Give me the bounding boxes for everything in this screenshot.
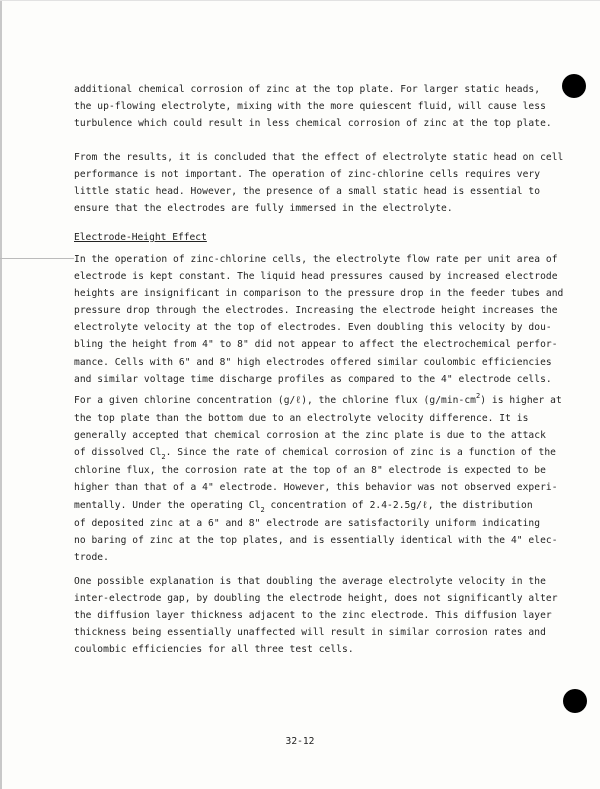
text-line: performance is not important. The operation of zinc-chlorine cells requires very (74, 169, 541, 181)
text-line: bling the height from 4" to 8" did not appear to affect the electrochemical perfor- (74, 339, 558, 351)
paragraph-chlorine-flux (74, 392, 562, 566)
paragraph-static-head-continued (74, 81, 552, 132)
page-top-edge (0, 0, 600, 1)
text-line: electrode is kept constant. The liquid head pressures caused by increased electrode (74, 271, 558, 283)
text-line: the top plate than the bottom due to an electrolyte velocity difference. It is (74, 413, 529, 425)
text-line (74, 392, 562, 410)
text-line: One possible explanation is that doubling the average electrolyte velocity in the (74, 576, 546, 587)
subscript: 2 (260, 505, 265, 514)
text-line: heights are insignificant in comparison to the pressure drop in the feeder tubes and (74, 288, 564, 300)
page-left-edge (0, 0, 2, 789)
binder-hole-top (562, 74, 586, 98)
binder-hole-bottom (563, 689, 587, 713)
text-fragment: . Since the rate of chemical corrosion of zinc is a function of the (165, 447, 556, 459)
subscript: 2 (161, 453, 166, 462)
text-line: little static head. However, the presence of a small static head is essential to (74, 186, 541, 198)
text-line: turbulence which could result in less chemical corrosion of zinc at the top plate. (74, 118, 552, 130)
text-line: and similar voltage time discharge profiles as compared to the 4" electrode cells. (74, 373, 552, 385)
paragraph-explanation (74, 573, 558, 658)
section-heading: Electrode-Height Effect (74, 232, 207, 243)
text-line (74, 444, 556, 462)
text-line: higher than that of a 4" electrode. However, this behavior was not observed experi- (74, 482, 558, 494)
text-line: In the operation of zinc-chlorine cells, the electrolyte flow rate per unit area of (74, 254, 558, 265)
text-line: trode. (74, 551, 109, 563)
text-fragment: mentally. Under the operating Cl (74, 499, 261, 511)
text-line: electrolyte velocity at the top of electrodes. Even doubling this velocity by dou- (74, 322, 552, 334)
superscript: 2 (475, 392, 481, 400)
text-fragment: concentration of 2.4-2.5g/ℓ, the distribution (264, 499, 533, 511)
text-line: generally accepted that chemical corrosion at the zinc plate is due to the attack (74, 430, 546, 442)
text-line: chlorine flux, the corrosion rate at the top of an 8" electrode is expected to be (74, 465, 546, 477)
text-line (74, 497, 533, 515)
text-line: From the results, it is concluded that the effect of electrolyte static head on cell (74, 152, 564, 163)
text-line: coulombic efficiencies for all three test cells. (74, 644, 354, 656)
paragraph-conclusion-static-head (74, 149, 564, 217)
text-line: the up-flowing electrolyte, mixing with the more quiescent fluid, will cause less (74, 101, 546, 113)
text-fragment: For a given chlorine concentration (g/ℓ), the chlorine flux (g/min-cm (74, 395, 476, 406)
text-line: the diffusion layer thickness adjacent to the zinc electrode. This diffusion layer (74, 610, 552, 622)
text-line: inter-electrode gap, by doubling the electrode height, does not significantly alter (74, 593, 558, 605)
text-line: additional chemical corrosion of zinc at the top plate. For larger static heads, (74, 84, 541, 95)
text-line: of deposited zinc at a 6" and 8" electrode are satisfactorily uniform indicating (74, 517, 541, 529)
text-line: mance. Cells with 6" and 8" high electrodes offered similar coulombic efficiencies (74, 356, 552, 368)
text-line: ensure that the electrodes are fully immersed in the electrolyte. (74, 203, 453, 215)
text-fragment: ) is higher at (480, 395, 562, 406)
text-line: thickness being essentially unaffected will result in similar corrosion rates and (74, 627, 546, 639)
text-line: pressure drop through the electrodes. Increasing the electrode height increases the (74, 305, 558, 317)
scan-rule-line (0, 258, 74, 259)
text-fragment: of dissolved Cl (74, 447, 162, 459)
page-number: 32-12 (285, 736, 315, 747)
paragraph-electrode-height-operation (74, 251, 564, 388)
text-line: no baring of zinc at the top plates, and is essentially identical with the 4" elec- (74, 534, 558, 546)
